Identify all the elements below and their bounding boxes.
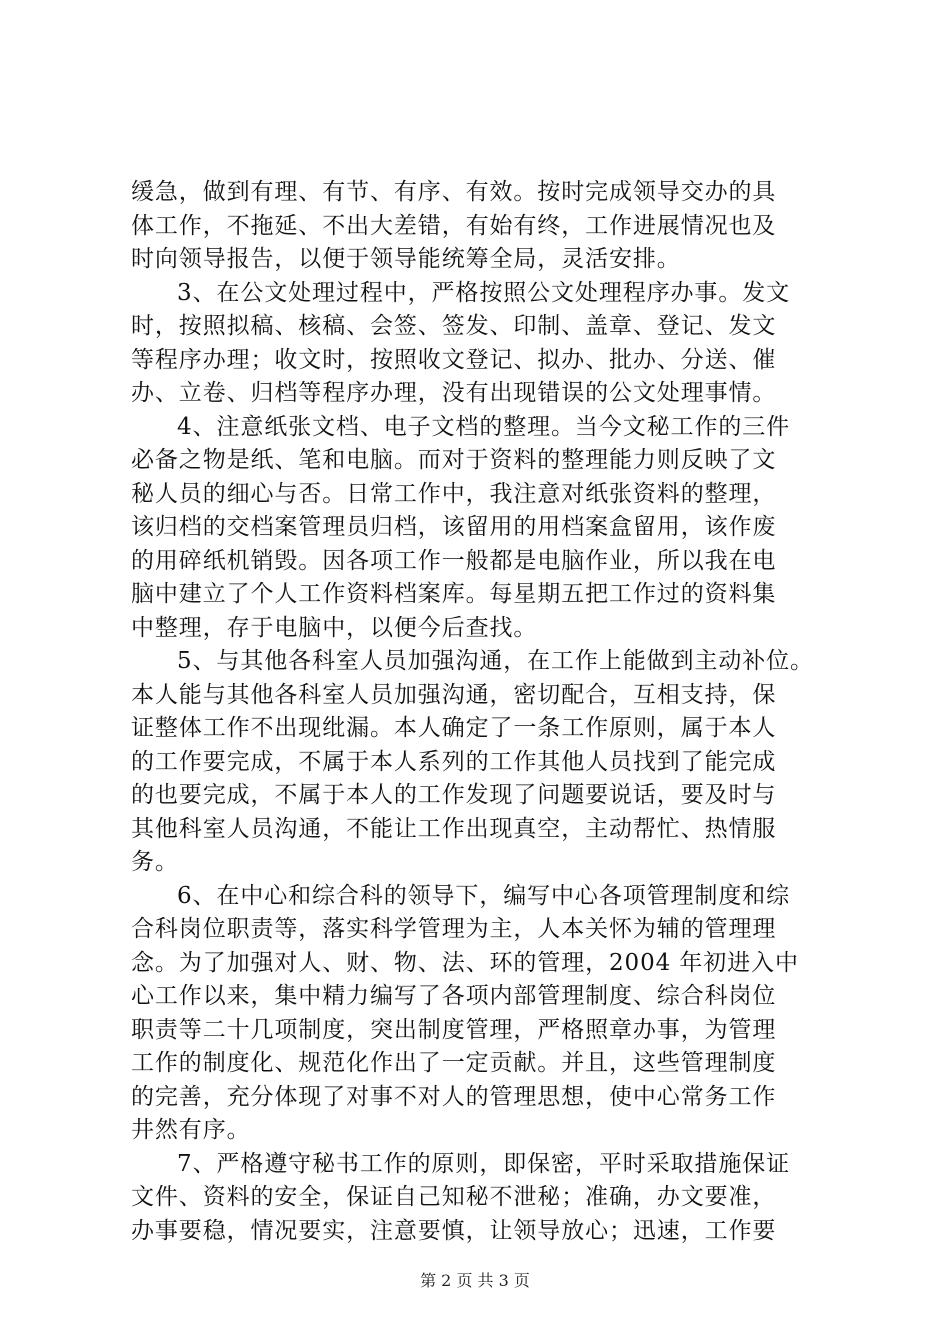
- text-line: 念。为了加强对人、财、物、法、环的管理，2004 年初进入中: [131, 949, 799, 976]
- text-line: 合科岗位职责等，落实科学管理为主，人本关怀为辅的管理理: [131, 916, 777, 942]
- text-line: 心工作以来，集中精力编写了各项内部管理制度、综合科岗位: [131, 983, 777, 1009]
- text-line: 等程序办理；收文时，按照收文登记、拟办、批办、分送、催: [131, 346, 777, 373]
- text-line: 的用碎纸机销毁。因各项工作一般都是电脑作业，所以我在电: [131, 547, 777, 574]
- text-line: 办事要稳，情况要实，注意要慎，让领导放心；迅速，工作要: [131, 1217, 777, 1244]
- text-line: 的完善，充分体现了对事不对人的管理思想，使中心常务工作: [131, 1083, 777, 1110]
- document-body: [131, 176, 831, 1248]
- text-line: 证整体工作不出现纰漏。本人确定了一条工作原则，属于本人: [131, 715, 777, 741]
- text-line: 缓急，做到有理、有节、有序、有效。按时完成领导交办的具: [131, 179, 777, 205]
- paragraph-start-4: 4、注意纸张文档、电子文档的整理。当今文秘工作的三件: [177, 413, 791, 440]
- text-line: 体工作，不拖延、不出大差错，有始有终，工作进展情况也及: [131, 212, 777, 239]
- text-line: 其他科室人员沟通，不能让工作出现真空，主动帮忙、热情服: [131, 815, 777, 842]
- text-line: 的工作要完成，不属于本人系列的工作其他人员找到了能完成: [131, 748, 777, 775]
- text-line: 职责等二十几项制度，突出制度管理，严格照章办事，为管理: [131, 1016, 777, 1043]
- page-number-footer: 第 2 页 共 3 页: [420, 1271, 530, 1290]
- paragraph-start-5: 5、与其他各科室人员加强沟通，在工作上能做到主动补位。: [177, 648, 814, 674]
- paragraph-start-7: 7、严格遵守秘书工作的原则，即保密，平时采取措施保证: [177, 1150, 791, 1177]
- text-line: 务。: [131, 849, 179, 875]
- text-line: 时向领导报告，以便于领导能统筹全局，灵活安排。: [131, 246, 681, 272]
- paragraph-start-6: 6、在中心和综合科的领导下，编写中心各项管理制度和综: [177, 882, 791, 909]
- text-line: 工作的制度化、规范化作出了一定贡献。并且，这些管理制度: [131, 1050, 777, 1076]
- text-line: 井然有序。: [131, 1117, 251, 1143]
- text-line: 的也要完成，不属于本人的工作发现了问题要说话，要及时与: [131, 782, 777, 808]
- text-line: 脑中建立了个人工作资料档案库。每星期五把工作过的资料集: [131, 581, 777, 607]
- text-line: 必备之物是纸、笔和电脑。而对于资料的整理能力则反映了文: [131, 447, 777, 473]
- text-line: 该归档的交档案管理员归档，该留用的用档案盒留用，该作废: [131, 514, 777, 540]
- paragraph-start-3: 3、在公文处理过程中，严格按照公文处理程序办事。发文: [177, 279, 791, 306]
- text-line: 秘人员的细心与否。日常工作中，我注意对纸张资料的整理，: [131, 480, 777, 507]
- text-line: 本人能与其他各科室人员加强沟通，密切配合，互相支持，保: [131, 681, 777, 708]
- text-line: 办、立卷、归档等程序办理，没有出现错误的公文处理事情。: [131, 380, 777, 406]
- text-line: 中整理，存于电脑中，以便今后查找。: [131, 614, 538, 641]
- text-line: 时，按照拟稿、核稿、会签、签发、印制、盖章、登记、发文: [131, 313, 777, 339]
- text-line: 文件、资料的安全，保证自己知秘不泄秘；准确，办文要准，: [131, 1184, 777, 1210]
